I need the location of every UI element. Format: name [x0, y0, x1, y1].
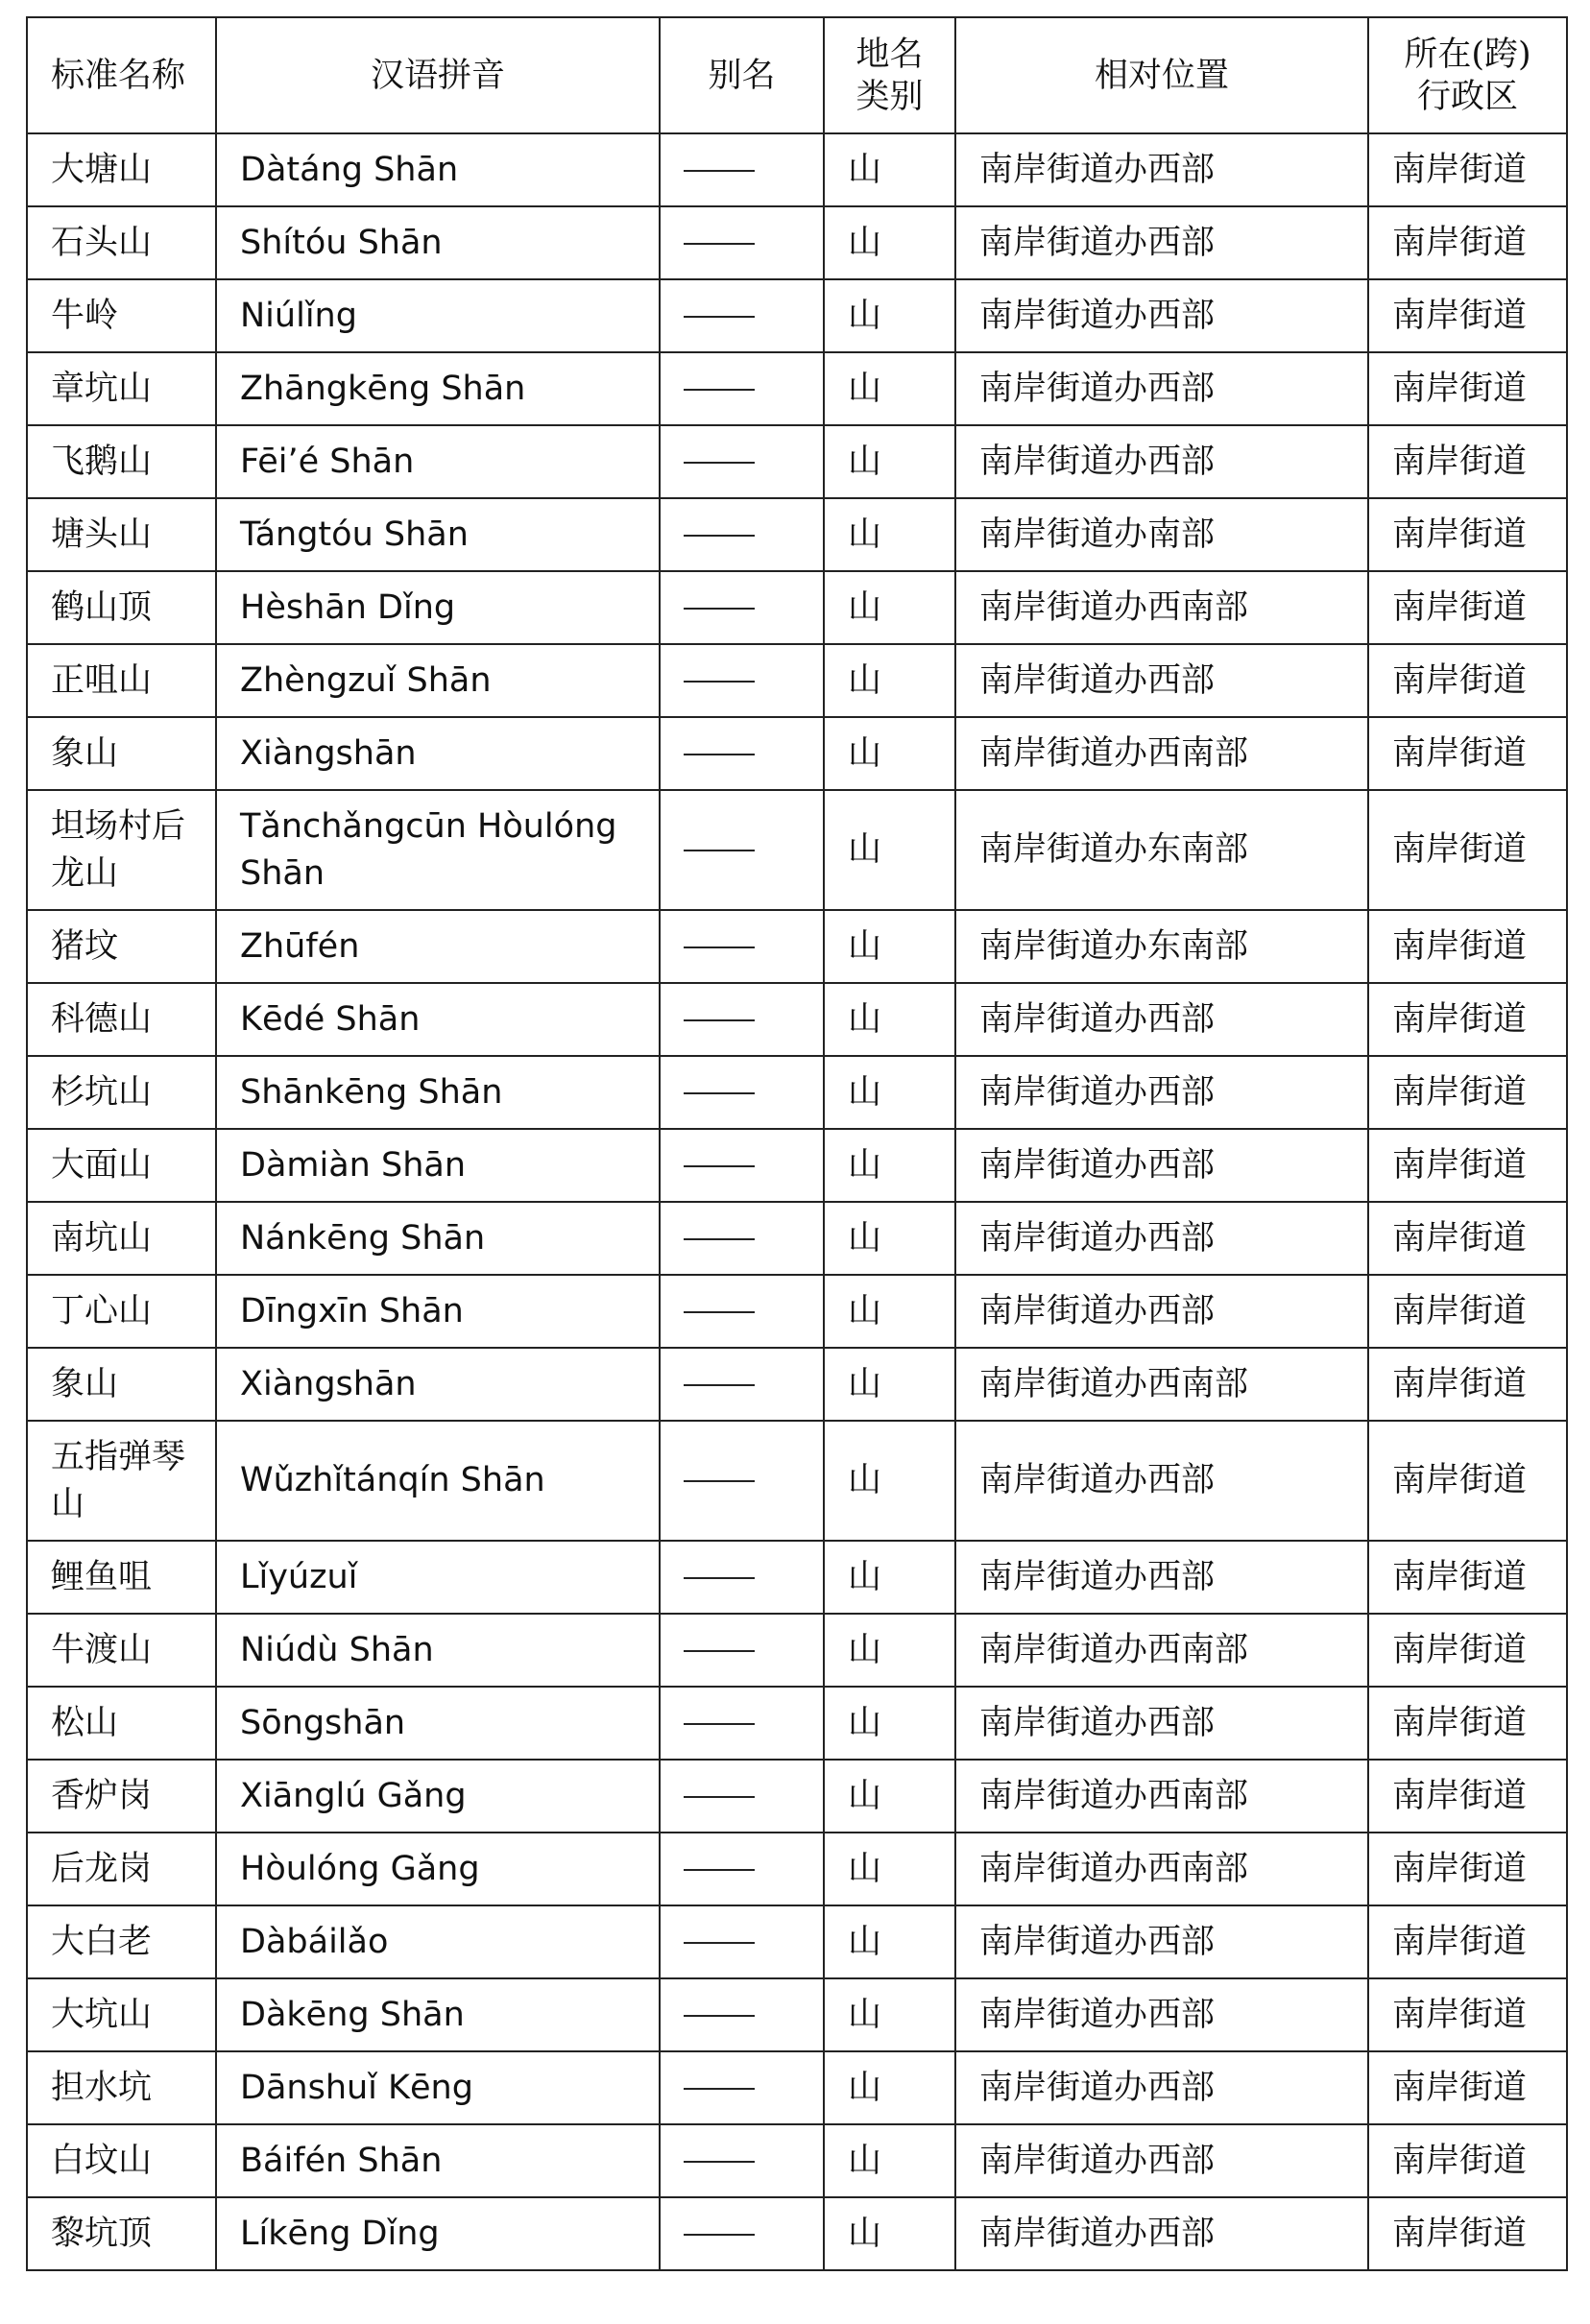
alias-cell — [660, 717, 824, 790]
standard-name-cell: 科德山 — [27, 983, 216, 1056]
table-row — [27, 1129, 1567, 1202]
admin-region-cell: 南岸街道 — [1368, 983, 1567, 1056]
standard-name-cell: 石头山 — [27, 206, 216, 279]
standard-name-cell: 白坟山 — [27, 2124, 216, 2197]
admin-region-cell: 南岸街道 — [1368, 571, 1567, 644]
pinyin-cell: Dīngxīn Shān — [216, 1275, 660, 1348]
relative-position-cell: 南岸街道办西南部 — [955, 1348, 1368, 1421]
admin-region-cell: 南岸街道 — [1368, 910, 1567, 983]
table-row — [27, 790, 1567, 910]
relative-position-cell: 南岸街道办西部 — [955, 2051, 1368, 2124]
standard-name-cell: 松山 — [27, 1687, 216, 1760]
place-type-cell: 山 — [824, 910, 955, 983]
admin-region-cell: 南岸街道 — [1368, 1687, 1567, 1760]
pinyin-cell: Dàtáng Shān — [216, 133, 660, 206]
pinyin-cell: Niúlǐng — [216, 279, 660, 352]
alias-cell — [660, 2124, 824, 2197]
place-type-cell: 山 — [824, 1348, 955, 1421]
standard-name-cell: 章坑山 — [27, 352, 216, 425]
standard-name-cell: 大白老 — [27, 1905, 216, 1978]
place-type-cell: 山 — [824, 1056, 955, 1129]
alias-dash — [684, 946, 755, 948]
relative-position-cell: 南岸街道办西部 — [955, 644, 1368, 717]
admin-region-cell: 南岸街道 — [1368, 133, 1567, 206]
relative-position-cell: 南岸街道办西部 — [955, 983, 1368, 1056]
table-row — [27, 2197, 1567, 2270]
alias-cell — [660, 498, 824, 571]
alias-dash — [684, 1165, 755, 1167]
admin-region-cell: 南岸街道 — [1368, 1833, 1567, 1905]
pinyin-cell: Zhūfén — [216, 910, 660, 983]
alias-cell — [660, 352, 824, 425]
place-type-cell: 山 — [824, 133, 955, 206]
alias-dash — [684, 1942, 755, 1944]
table-row — [27, 1275, 1567, 1348]
standard-name-cell: 塘头山 — [27, 498, 216, 571]
alias-dash — [684, 535, 755, 537]
header-place-type: 地名 类别 — [824, 17, 955, 133]
place-type-cell: 山 — [824, 352, 955, 425]
alias-cell — [660, 790, 824, 910]
header-pinyin: 汉语拼音 — [216, 17, 660, 133]
place-type-cell: 山 — [824, 1129, 955, 1202]
place-type-cell: 山 — [824, 1760, 955, 1833]
pinyin-cell: Zhāngkēng Shān — [216, 352, 660, 425]
table-row — [27, 2124, 1567, 2197]
place-type-cell: 山 — [824, 983, 955, 1056]
relative-position-cell: 南岸街道办西部 — [955, 2124, 1368, 2197]
relative-position-cell: 南岸街道办东南部 — [955, 910, 1368, 983]
table-row — [27, 910, 1567, 983]
standard-name-cell: 飞鹅山 — [27, 425, 216, 498]
admin-region-cell: 南岸街道 — [1368, 1421, 1567, 1541]
admin-region-cell: 南岸街道 — [1368, 1275, 1567, 1348]
alias-cell — [660, 1614, 824, 1687]
admin-region-cell: 南岸街道 — [1368, 2051, 1567, 2124]
pinyin-cell: Zhèngzuǐ Shān — [216, 644, 660, 717]
alias-cell — [660, 1202, 824, 1275]
alias-cell — [660, 206, 824, 279]
alias-dash — [684, 2088, 755, 2090]
admin-region-cell: 南岸街道 — [1368, 279, 1567, 352]
alias-cell — [660, 2051, 824, 2124]
pinyin-cell: Dàmiàn Shān — [216, 1129, 660, 1202]
admin-region-cell: 南岸街道 — [1368, 2124, 1567, 2197]
alias-cell — [660, 1348, 824, 1421]
admin-region-cell: 南岸街道 — [1368, 1905, 1567, 1978]
relative-position-cell: 南岸街道办西南部 — [955, 571, 1368, 644]
table-row — [27, 352, 1567, 425]
admin-region-cell: 南岸街道 — [1368, 352, 1567, 425]
alias-dash — [684, 850, 755, 851]
relative-position-cell: 南岸街道办西部 — [955, 133, 1368, 206]
table-row — [27, 1614, 1567, 1687]
alias-dash — [684, 1650, 755, 1652]
alias-dash — [684, 316, 755, 318]
table-row — [27, 1687, 1567, 1760]
alias-dash — [684, 1238, 755, 1240]
place-type-cell: 山 — [824, 571, 955, 644]
table-row — [27, 498, 1567, 571]
alias-cell — [660, 1905, 824, 1978]
table-header-row — [27, 17, 1567, 133]
table-row — [27, 2051, 1567, 2124]
table-row — [27, 1905, 1567, 1978]
place-type-cell: 山 — [824, 1978, 955, 2051]
header-standard-name: 标准名称 — [27, 17, 216, 133]
relative-position-cell: 南岸街道办西部 — [955, 279, 1368, 352]
alias-dash — [684, 1092, 755, 1094]
alias-cell — [660, 910, 824, 983]
alias-cell — [660, 2197, 824, 2270]
table-row — [27, 1056, 1567, 1129]
table-row — [27, 644, 1567, 717]
alias-cell — [660, 1978, 824, 2051]
pinyin-cell: Dàbáilǎo — [216, 1905, 660, 1978]
table-row — [27, 1978, 1567, 2051]
standard-name-cell: 南坑山 — [27, 1202, 216, 1275]
place-type-cell: 山 — [824, 2051, 955, 2124]
standard-name-cell: 丁心山 — [27, 1275, 216, 1348]
admin-region-cell: 南岸街道 — [1368, 2197, 1567, 2270]
alias-dash — [684, 1019, 755, 1021]
pinyin-cell: Hèshān Dǐng — [216, 571, 660, 644]
table-row — [27, 1541, 1567, 1614]
alias-cell — [660, 1833, 824, 1905]
table-row — [27, 425, 1567, 498]
pinyin-cell: Sōngshān — [216, 1687, 660, 1760]
alias-cell — [660, 1760, 824, 1833]
admin-region-cell: 南岸街道 — [1368, 1760, 1567, 1833]
header-relative-position: 相对位置 — [955, 17, 1368, 133]
relative-position-cell: 南岸街道办东南部 — [955, 790, 1368, 910]
alias-cell — [660, 1129, 824, 1202]
alias-cell — [660, 133, 824, 206]
relative-position-cell: 南岸街道办西部 — [955, 1129, 1368, 1202]
relative-position-cell: 南岸街道办西部 — [955, 206, 1368, 279]
standard-name-cell: 后龙岗 — [27, 1833, 216, 1905]
place-type-cell: 山 — [824, 1905, 955, 1978]
table-row — [27, 1760, 1567, 1833]
table-row — [27, 983, 1567, 1056]
alias-cell — [660, 983, 824, 1056]
pinyin-cell: Kēdé Shān — [216, 983, 660, 1056]
standard-name-cell: 杉坑山 — [27, 1056, 216, 1129]
table-row — [27, 1833, 1567, 1905]
header-admin-region: 所在(跨) 行政区 — [1368, 17, 1567, 133]
alias-cell — [660, 571, 824, 644]
place-type-cell: 山 — [824, 2197, 955, 2270]
standard-name-cell: 大塘山 — [27, 133, 216, 206]
pinyin-cell: Xiānglú Gǎng — [216, 1760, 660, 1833]
alias-cell — [660, 425, 824, 498]
relative-position-cell: 南岸街道办西南部 — [955, 717, 1368, 790]
alias-dash — [684, 389, 755, 391]
standard-name-cell: 鹤山顶 — [27, 571, 216, 644]
admin-region-cell: 南岸街道 — [1368, 1614, 1567, 1687]
standard-name-cell: 香炉岗 — [27, 1760, 216, 1833]
alias-dash — [684, 1384, 755, 1386]
standard-name-cell: 象山 — [27, 1348, 216, 1421]
alias-dash — [684, 1796, 755, 1798]
pinyin-cell: Nánkēng Shān — [216, 1202, 660, 1275]
admin-region-cell: 南岸街道 — [1368, 1129, 1567, 1202]
admin-region-cell: 南岸街道 — [1368, 1202, 1567, 1275]
alias-cell — [660, 1541, 824, 1614]
standard-name-cell: 象山 — [27, 717, 216, 790]
admin-region-cell: 南岸街道 — [1368, 425, 1567, 498]
alias-dash — [684, 1480, 755, 1482]
table-row — [27, 1202, 1567, 1275]
alias-dash — [684, 462, 755, 464]
header-alias: 别名 — [660, 17, 824, 133]
relative-position-cell: 南岸街道办西部 — [955, 1202, 1368, 1275]
standard-name-cell: 牛岭 — [27, 279, 216, 352]
standard-name-cell: 大坑山 — [27, 1978, 216, 2051]
relative-position-cell: 南岸街道办西部 — [955, 1978, 1368, 2051]
admin-region-cell: 南岸街道 — [1368, 644, 1567, 717]
pinyin-cell: Shānkēng Shān — [216, 1056, 660, 1129]
table-row — [27, 133, 1567, 206]
admin-region-cell: 南岸街道 — [1368, 1541, 1567, 1614]
place-type-cell: 山 — [824, 1421, 955, 1541]
table-row — [27, 571, 1567, 644]
relative-position-cell: 南岸街道办西部 — [955, 1056, 1368, 1129]
alias-cell — [660, 1421, 824, 1541]
place-type-cell: 山 — [824, 1541, 955, 1614]
table-row — [27, 206, 1567, 279]
relative-position-cell: 南岸街道办西部 — [955, 1541, 1368, 1614]
table-row — [27, 1421, 1567, 1541]
alias-cell — [660, 1056, 824, 1129]
relative-position-cell: 南岸街道办西部 — [955, 1421, 1368, 1541]
alias-dash — [684, 2161, 755, 2163]
standard-name-cell: 猪坟 — [27, 910, 216, 983]
standard-name-cell: 坦场村后龙山 — [27, 790, 216, 910]
place-type-cell: 山 — [824, 2124, 955, 2197]
pinyin-cell: Báifén Shān — [216, 2124, 660, 2197]
place-type-cell: 山 — [824, 498, 955, 571]
alias-dash — [684, 608, 755, 610]
pinyin-cell: Líkēng Dǐng — [216, 2197, 660, 2270]
table-row — [27, 1348, 1567, 1421]
standard-name-cell: 五指弹琴山 — [27, 1421, 216, 1541]
pinyin-cell: Fēi’é Shān — [216, 425, 660, 498]
table-row — [27, 717, 1567, 790]
alias-cell — [660, 644, 824, 717]
relative-position-cell: 南岸街道办南部 — [955, 498, 1368, 571]
alias-dash — [684, 1723, 755, 1725]
alias-cell — [660, 1275, 824, 1348]
place-type-cell: 山 — [824, 1614, 955, 1687]
pinyin-cell: Wǔzhǐtánqín Shān — [216, 1421, 660, 1541]
relative-position-cell: 南岸街道办西部 — [955, 1275, 1368, 1348]
alias-dash — [684, 170, 755, 172]
standard-name-cell: 担水坑 — [27, 2051, 216, 2124]
admin-region-cell: 南岸街道 — [1368, 498, 1567, 571]
pinyin-cell: Tángtóu Shān — [216, 498, 660, 571]
place-type-cell: 山 — [824, 717, 955, 790]
standard-name-cell: 鲤鱼咀 — [27, 1541, 216, 1614]
place-type-cell: 山 — [824, 1275, 955, 1348]
relative-position-cell: 南岸街道办西部 — [955, 2197, 1368, 2270]
relative-position-cell: 南岸街道办西部 — [955, 1687, 1368, 1760]
alias-dash — [684, 681, 755, 683]
standard-name-cell: 大面山 — [27, 1129, 216, 1202]
standard-name-cell: 正咀山 — [27, 644, 216, 717]
place-type-cell: 山 — [824, 1202, 955, 1275]
pinyin-cell: Tǎnchǎngcūn Hòulóng Shān — [216, 790, 660, 910]
standard-name-cell: 黎坑顶 — [27, 2197, 216, 2270]
table-row — [27, 279, 1567, 352]
pinyin-cell: Dānshuǐ Kēng — [216, 2051, 660, 2124]
pinyin-cell: Xiàngshān — [216, 717, 660, 790]
standard-name-cell: 牛渡山 — [27, 1614, 216, 1687]
alias-dash — [684, 1577, 755, 1579]
pinyin-cell: Dàkēng Shān — [216, 1978, 660, 2051]
place-type-cell: 山 — [824, 644, 955, 717]
place-type-cell: 山 — [824, 1687, 955, 1760]
pinyin-cell: Niúdù Shān — [216, 1614, 660, 1687]
alias-dash — [684, 754, 755, 755]
alias-dash — [684, 2015, 755, 2017]
alias-dash — [684, 2234, 755, 2236]
relative-position-cell: 南岸街道办西部 — [955, 352, 1368, 425]
alias-dash — [684, 243, 755, 245]
alias-cell — [660, 279, 824, 352]
alias-dash — [684, 1869, 755, 1871]
place-type-cell: 山 — [824, 279, 955, 352]
relative-position-cell: 南岸街道办西南部 — [955, 1760, 1368, 1833]
admin-region-cell: 南岸街道 — [1368, 717, 1567, 790]
pinyin-cell: Lǐyúzuǐ — [216, 1541, 660, 1614]
relative-position-cell: 南岸街道办西部 — [955, 425, 1368, 498]
pinyin-cell: Hòulóng Gǎng — [216, 1833, 660, 1905]
place-type-cell: 山 — [824, 425, 955, 498]
place-type-cell: 山 — [824, 790, 955, 910]
admin-region-cell: 南岸街道 — [1368, 206, 1567, 279]
relative-position-cell: 南岸街道办西南部 — [955, 1614, 1368, 1687]
place-type-cell: 山 — [824, 206, 955, 279]
pinyin-cell: Shítóu Shān — [216, 206, 660, 279]
admin-region-cell: 南岸街道 — [1368, 1348, 1567, 1421]
pinyin-cell: Xiàngshān — [216, 1348, 660, 1421]
relative-position-cell: 南岸街道办西南部 — [955, 1833, 1368, 1905]
place-name-table — [26, 16, 1568, 2271]
alias-cell — [660, 1687, 824, 1760]
admin-region-cell: 南岸街道 — [1368, 790, 1567, 910]
place-type-cell: 山 — [824, 1833, 955, 1905]
admin-region-cell: 南岸街道 — [1368, 1056, 1567, 1129]
admin-region-cell: 南岸街道 — [1368, 1978, 1567, 2051]
alias-dash — [684, 1311, 755, 1313]
relative-position-cell: 南岸街道办西部 — [955, 1905, 1368, 1978]
